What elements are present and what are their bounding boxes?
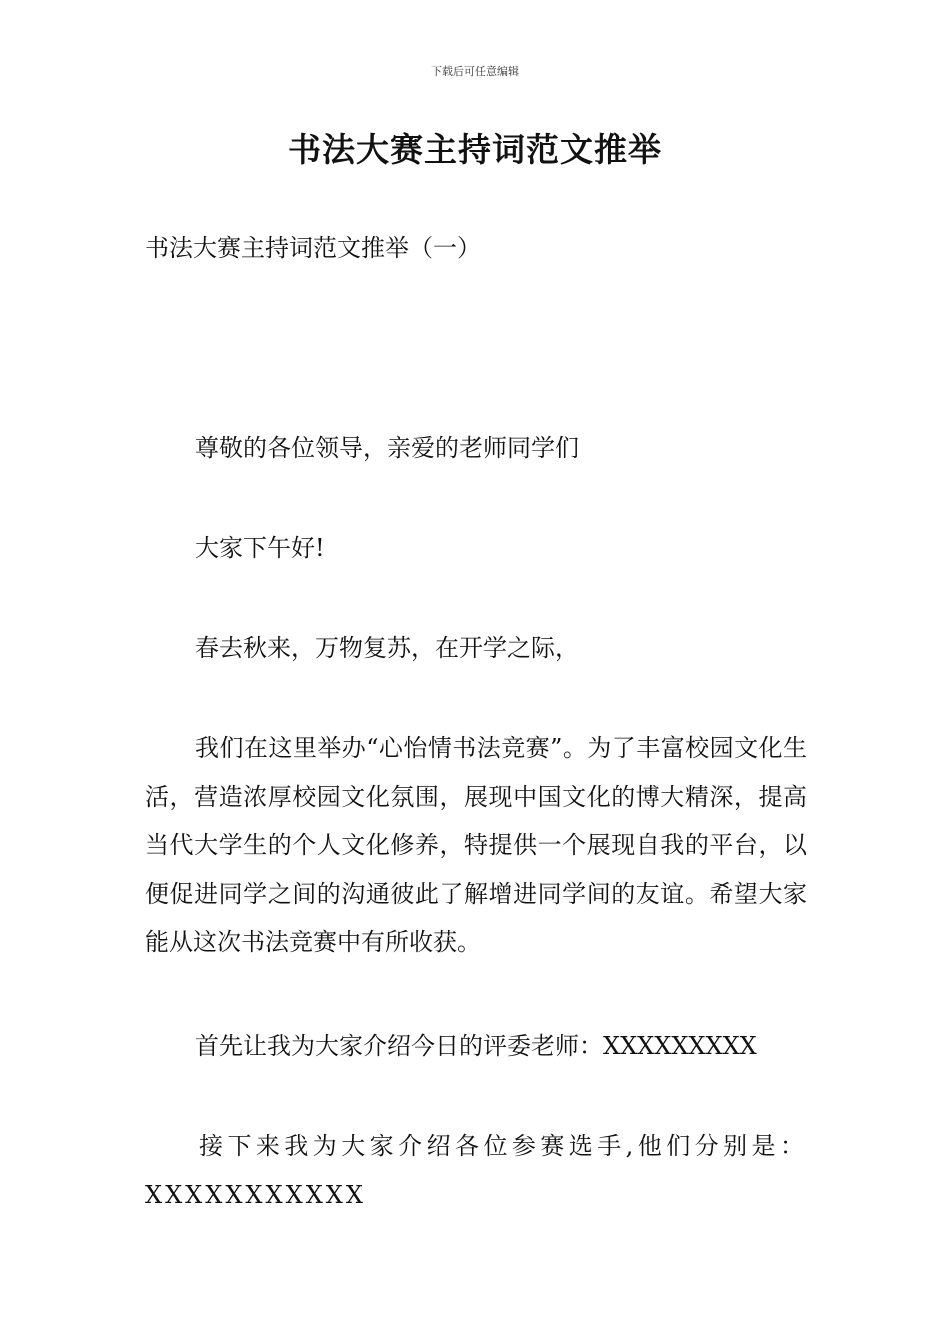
document-title: 书法大赛主持词范文推举: [288, 130, 662, 169]
paragraph-purpose: 我们在这里举办“心怡情书法竞赛”。为了丰富校园文化生活，营造浓厚校园文化氛围，展现中国文化的博大精深，提高当代大学生的个人文化修养，特提供一个展现自我的平台，以便促进同学之间的沟通彼此了解增进同学间的友谊。希望大家能从这次书法竞赛中有所收获。: [145, 734, 807, 956]
page-header-note: 下载后可任意编辑: [431, 65, 519, 78]
paragraph-greeting: 尊敬的各位领导，亲爱的老师同学们: [195, 434, 579, 462]
paragraph-season: 春去秋来，万物复苏，在开学之际，: [195, 634, 579, 662]
section-heading: 书法大赛主持词范文推举（一）: [145, 234, 481, 262]
paragraph-judges: 首先让我为大家介绍今日的评委老师：XXXXXXXXX: [195, 1032, 757, 1060]
paragraph-contestants: 接下来我为大家介绍各位参赛选手,他们分别是：XXXXXXXXXXX: [145, 1132, 807, 1209]
paragraph-good-afternoon: 大家下午好!: [195, 534, 325, 562]
